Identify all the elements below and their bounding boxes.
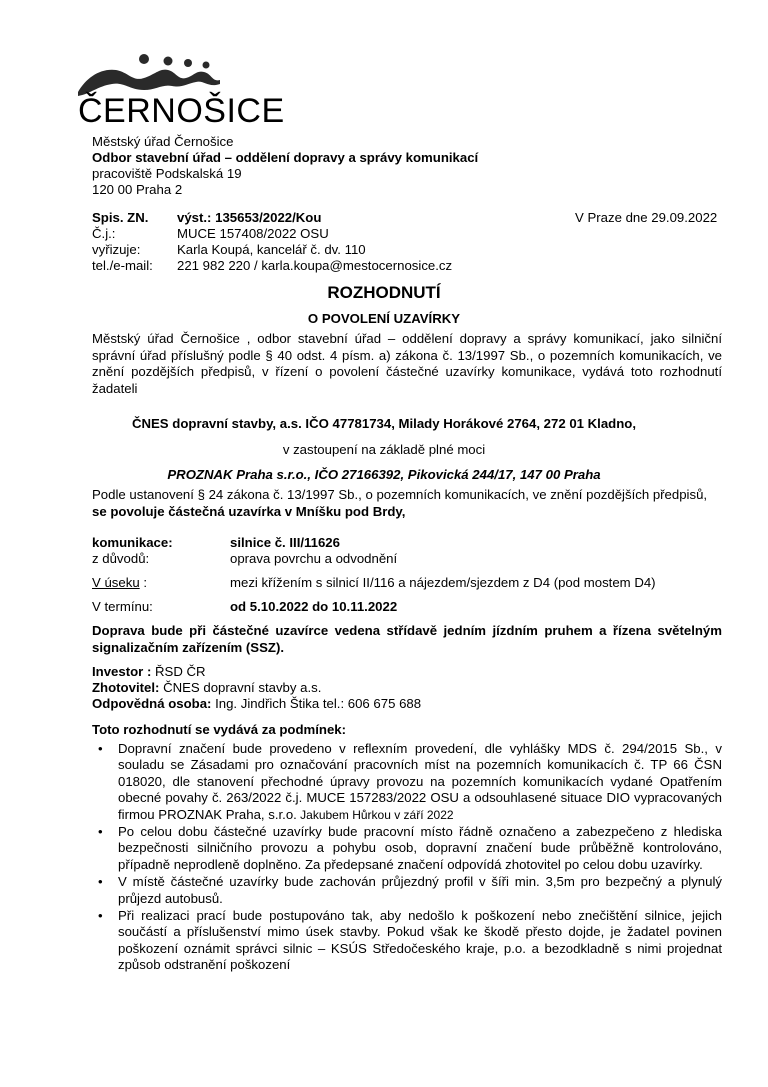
document-subtitle: O POVOLENÍ UZAVÍRKY (307, 311, 461, 326)
responsible-row (92, 696, 421, 712)
condition-text: Po celou dobu částečné uzavírky bude pracovní místo řádně označeno a zabezpečeno z hlediska bezpečnosti silničního provozu a pohybu osob, dopravní značení bude průběžně kontrolováno, případně neprodleně doplněno. Za předepsané značení odpovídá zhotovitel po celou dobu uzavírky. (118, 824, 722, 872)
department-name: Odbor stavební úřad – oddělení dopravy a správy komunikací (92, 150, 479, 165)
condition-item (92, 874, 722, 907)
intro-paragraph: Městský úřad Černošice , odbor stavební úřad – oddělení dopravy a správy komunikací, jako silniční správní úřad příslušný podle § 40 odst. 4 písm. a) zákona č. 13/1997 Sb., o pozemních komunikacích, ve znění pozdějších předpisů, v řízení o povolení částečné uzavírky komunikace, vydává toto rozhodnutí žadateli (92, 331, 722, 396)
investor-row (92, 664, 206, 680)
spis-label: Spis. ZN. (92, 210, 149, 225)
investor-label: Investor : (92, 664, 152, 679)
spis-value: výst.: 135653/2022/Kou (177, 210, 322, 225)
cernosice-logo (78, 48, 285, 130)
condition-author-note: Jakubem Hůrkou v září 2022 (296, 807, 454, 822)
condition-item (92, 908, 722, 974)
conditions-list (92, 741, 722, 975)
termin-value: od 5.10.2022 do 10.11.2022 (230, 599, 398, 614)
workplace-address: pracoviště Podskalská 19 (92, 166, 242, 181)
traffic-note: Doprava bude při částečné uzavírce vedena střídavě jedním jízdním pruhem a řízena světelným signalizačním zařízením (SSZ). (92, 623, 722, 655)
condition-item (92, 741, 722, 823)
tel-value: 221 982 220 / karla.koupa@mestocernosice.cz (177, 258, 453, 273)
legal-basis-permit: se povoluje částečná uzavírka v Mníšku pod Brdy, (92, 503, 406, 519)
komunikace-value: silnice č. III/11626 (230, 535, 340, 550)
responsible-label: Odpovědná osoba: (92, 696, 212, 711)
office-name: Městský úřad Černošice (92, 134, 234, 149)
logo-figures-icon (78, 48, 228, 96)
duvod-value: oprava povrchu a odvodnění (230, 551, 398, 566)
usek-label: V úseku (92, 575, 140, 590)
bullet-icon: • (98, 824, 103, 840)
usek-label-row (92, 575, 147, 591)
condition-item (92, 824, 722, 873)
zhotovitel-label: Zhotovitel: (92, 680, 160, 695)
bullet-icon: • (98, 874, 103, 890)
condition-text: Při realizaci prací bude postupováno tak, aby nedošlo k poškození nebo znečištění silnice, jejich součástí a příslušenství mimo úsek stavby. Pokud však ke škodě přesto dojde, je žadatel povinen poškození oznámit správci silnic – KSÚS Středočeského kraje, p.o. a bezodkladně s nimi projednat způsob odstranění poškození (118, 908, 722, 973)
vyrizuje-label: vyřizuje: (92, 242, 141, 257)
cj-value: MUCE 157408/2022 OSU (177, 226, 329, 241)
investor-value: ŘSD ČR (151, 664, 206, 679)
komunikace-label: komunikace: (92, 535, 173, 550)
condition-text: Dopravní značení bude provedeno v reflexním provedení, dle vyhlášky MDS č. 294/2015 Sb., v souladu se Zásadami pro označování pracovních míst na pozemních komunikacích č. TP 66 ČSN 018020, dle stanovení přechodné úpravy provozu na pozemních komunikacích vydané Opatřením obecné povahy č. 263/2022 č.j. MUCE 157283/2022 OSU a odsouhlasené situace DIO vypracovaných firmou PROZNAK Praha, s.r.o. (118, 741, 722, 822)
usek-colon: : (139, 575, 147, 590)
usek-value: mezi křížením s silnicí II/116 a nájezdem/sjezdem z D4 (pod mostem D4) (230, 575, 656, 590)
document-title: ROZHODNUTÍ (327, 283, 441, 302)
condition-text: V místě částečné uzavírky bude zachován průjezdný profil v šíři min. 3,5m pro bezpečný a plynulý průjezd autobusů. (118, 874, 722, 906)
responsible-value: Ing. Jindřich Štika tel.: 606 675 688 (211, 696, 422, 711)
document-date: V Praze dne 29.09.2022 (575, 210, 718, 225)
bullet-icon: • (98, 908, 103, 924)
zhotovitel-value: ČNES dopravní stavby a.s. (159, 680, 322, 695)
vyrizuje-value: Karla Koupá, kancelář č. dv. 110 (177, 242, 366, 257)
cj-label: Č.j.: (92, 226, 116, 241)
zhotovitel-row (92, 680, 321, 696)
bullet-icon: • (98, 741, 103, 756)
applicant: ČNES dopravní stavby, a.s. IČO 47781734, Milady Horákové 2764, 272 01 Kladno, (131, 416, 637, 431)
representation-note: v zastoupení na základě plné moci (282, 442, 486, 457)
termin-label: V termínu: (92, 599, 153, 614)
tel-label: tel./e-mail: (92, 258, 153, 273)
city-address: 120 00 Praha 2 (92, 182, 183, 197)
logo-wordmark: ČERNOŠICE (78, 92, 285, 130)
duvod-label: z důvodů: (92, 551, 150, 566)
legal-basis-text: Podle ustanovení § 24 zákona č. 13/1997 Sb., o pozemních komunikacích, ve znění pozdějších předpisů, (92, 487, 708, 502)
representative: PROZNAK Praha s.r.o., IČO 27166392, Pikovická 244/17, 147 00 Praha (167, 467, 601, 482)
conditions-title: Toto rozhodnutí se vydává za podmínek: (92, 722, 347, 737)
legal-basis (92, 487, 722, 520)
